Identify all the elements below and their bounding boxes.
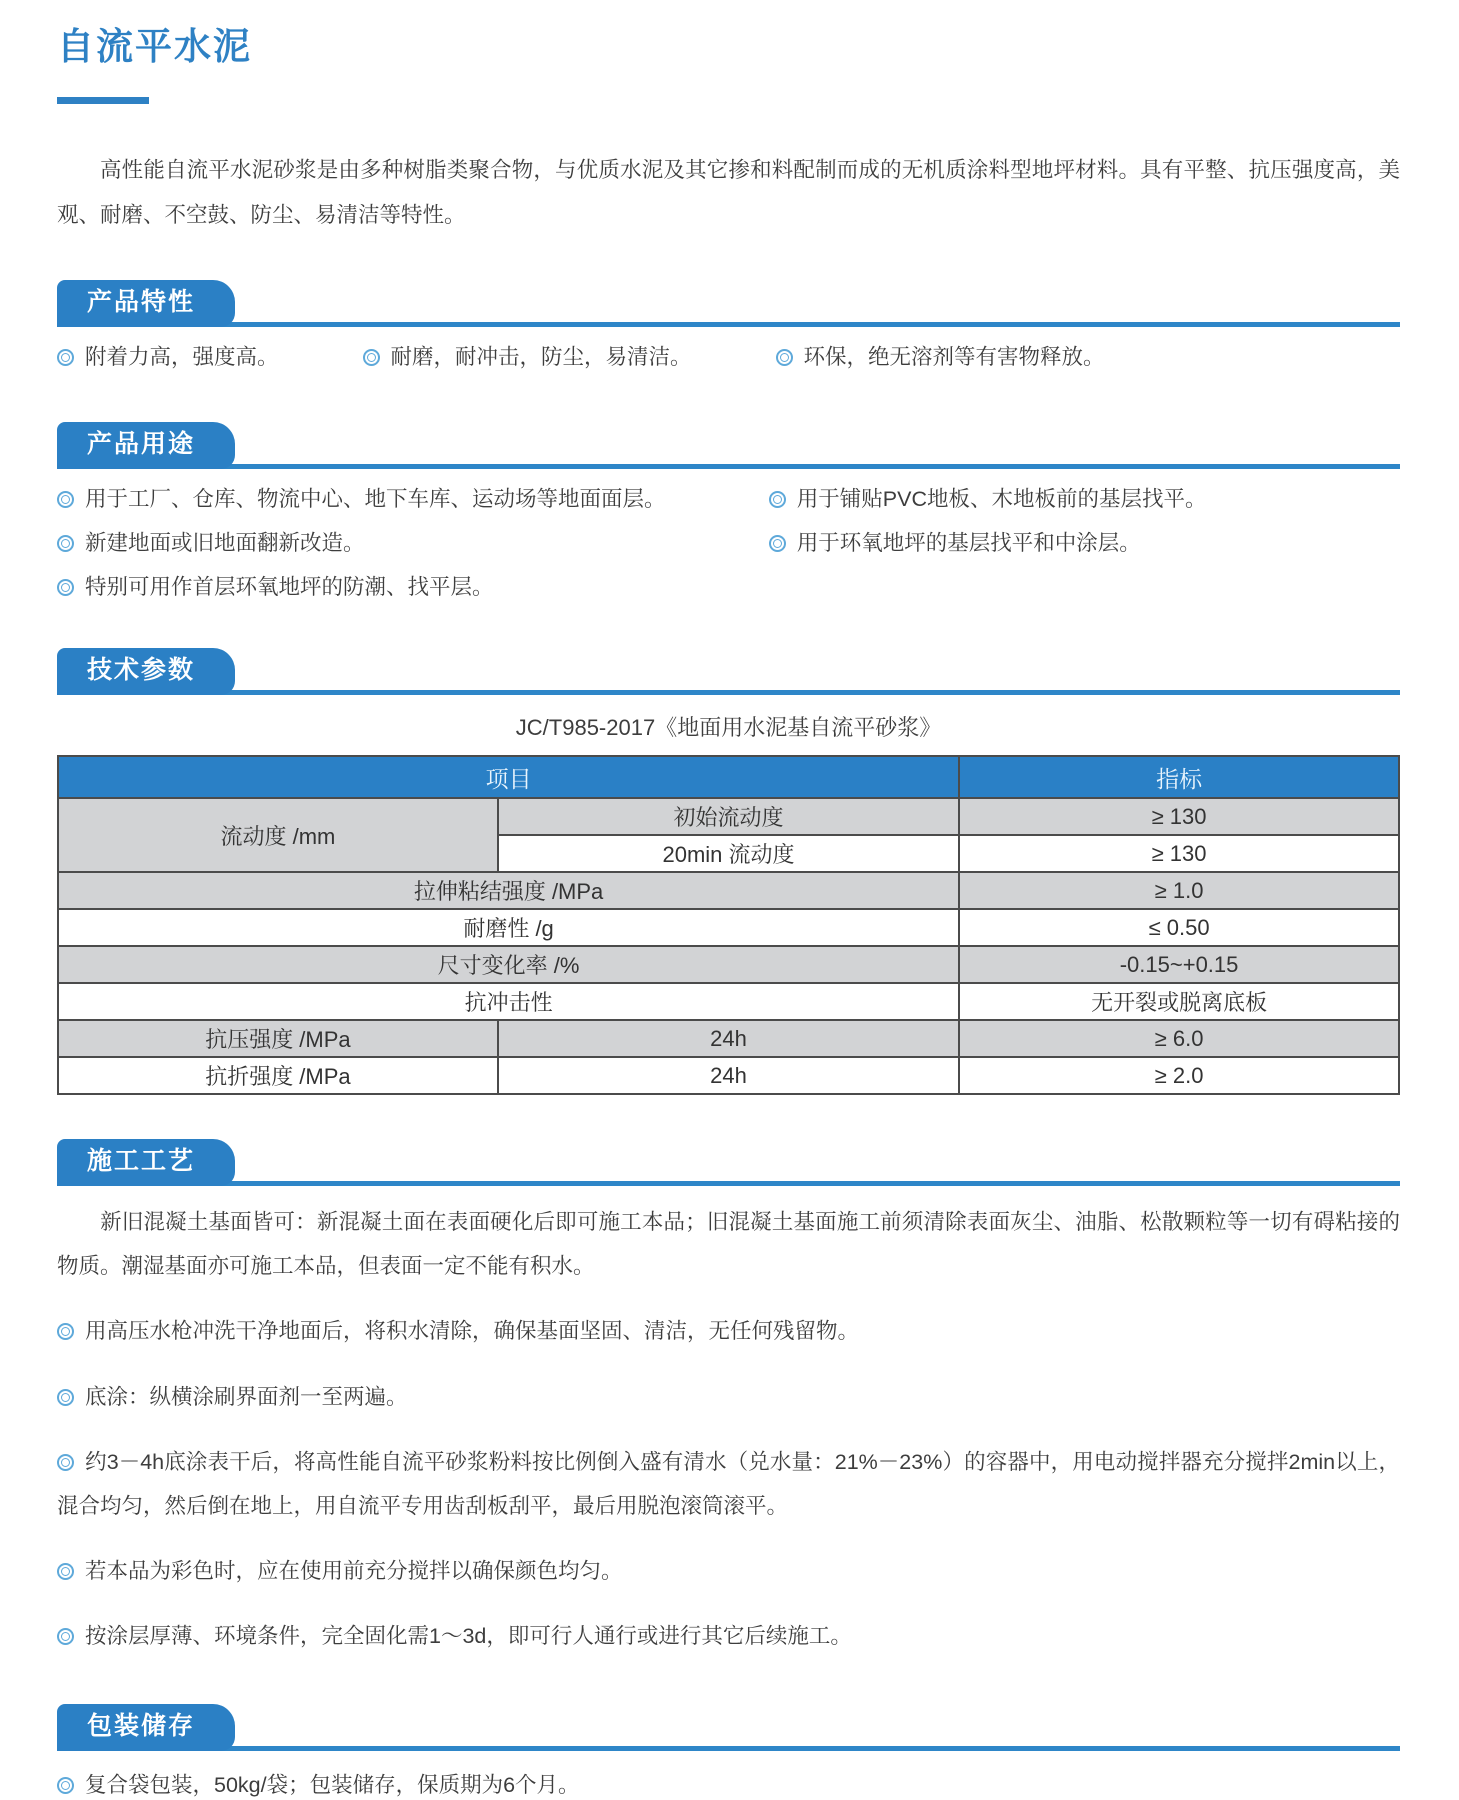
process-paragraph-text: 新旧混凝土基面皆可：新混凝土面在表面硬化后即可施工本品；旧混凝土基面施工前须清除表面灰尘、油脂、松散颗粒等一切有碍粘接的物质。潮湿基面亦可施工本品，但表面一定不能有积水。	[57, 1210, 1400, 1279]
spec-header-item: 项目	[58, 756, 959, 798]
use-item-text: 新建地面或旧地面翻新改造。	[85, 531, 365, 556]
ring-bullet-icon	[57, 1454, 74, 1471]
spec-cell: 24h	[498, 1057, 959, 1094]
table-row	[58, 1020, 1399, 1057]
ring-bullet-icon	[57, 1777, 74, 1794]
ring-bullet-icon	[769, 535, 786, 552]
packaging-item	[57, 1771, 1400, 1800]
section-header-packaging	[57, 1704, 1400, 1751]
use-item-text: 用于环氧地坪的基层找平和中涂层。	[796, 531, 1141, 556]
section-rule	[57, 1746, 1400, 1751]
table-row	[58, 946, 1399, 983]
table-row	[58, 983, 1399, 1020]
spec-cell: 抗冲击性	[58, 983, 959, 1020]
spec-cell: ≥ 6.0	[959, 1020, 1399, 1057]
tech-standard-caption: JC/T985-2017《地面用水泥基自流平砂浆》	[515, 715, 942, 741]
spec-cell: ≥ 1.0	[959, 872, 1399, 909]
process-steps-list	[57, 1309, 1400, 1657]
use-item	[769, 485, 1400, 514]
spec-cell: ≥ 2.0	[959, 1057, 1399, 1094]
table-row	[58, 798, 1399, 835]
spec-cell-flowability: 流动度 /mm	[58, 798, 498, 872]
features-list	[57, 343, 1400, 372]
use-item	[57, 529, 769, 558]
spec-table-header-row	[58, 756, 1399, 798]
use-item	[769, 529, 1400, 558]
feature-item-text: 耐磨，耐冲击，防尘，易清洁。	[390, 345, 692, 370]
ring-bullet-icon	[57, 491, 74, 508]
spec-cell: 无开裂或脱离底板	[959, 983, 1399, 1020]
uses-list	[57, 485, 1400, 602]
ring-bullet-icon	[57, 1323, 74, 1340]
feature-item-text: 环保，绝无溶剂等有害物释放。	[803, 345, 1105, 370]
section-header-features	[57, 280, 1400, 327]
process-step	[57, 1375, 1400, 1419]
section-tab-features: 产品特性	[57, 280, 235, 327]
ring-bullet-icon	[776, 349, 793, 366]
section-rule	[57, 690, 1400, 695]
spec-header-index: 指标	[959, 756, 1399, 798]
spec-cell: 拉伸粘结强度 /MPa	[58, 872, 959, 909]
section-header-process	[57, 1139, 1400, 1186]
ring-bullet-icon	[57, 1628, 74, 1645]
section-tab-tech: 技术参数	[57, 648, 235, 695]
process-step-text: 若本品为彩色时，应在使用前充分搅拌以确保颜色均匀。	[85, 1558, 623, 1583]
process-step-text: 约3－4h底涂表干后，将高性能自流平砂浆粉料按比例倒入盛有清水（兑水量：21%－23%）的容器中，用电动搅拌器充分搅拌2min以上，混合均匀，然后倒在地上，用自流平专用齿刮板刮平，最后用脱泡滚筒滚平。	[57, 1449, 1400, 1518]
feature-item-text: 附着力高，强度高。	[85, 345, 279, 370]
spec-cell: 20min 流动度	[498, 835, 959, 872]
spec-cell: ≥ 130	[959, 835, 1399, 872]
ring-bullet-icon	[57, 1389, 74, 1406]
packaging-list	[57, 1771, 1400, 1800]
section-header-tech	[57, 648, 1400, 695]
use-item-text: 用于铺贴PVC地板、木地板前的基层找平。	[796, 487, 1207, 512]
spec-cell: ≤ 0.50	[959, 909, 1399, 946]
feature-item	[363, 343, 692, 372]
process-step	[57, 1614, 1400, 1658]
uses-left-column	[57, 485, 769, 602]
use-item-text: 用于工厂、仓库、物流中心、地下车库、运动场等地面面层。	[85, 487, 666, 512]
use-item-text: 特别可用作首层环氧地坪的防潮、找平层。	[85, 575, 494, 600]
spec-cell: ≥ 130	[959, 798, 1399, 835]
spec-table	[57, 755, 1400, 1095]
table-row	[58, 1057, 1399, 1094]
spec-cell: 耐磨性 /g	[58, 909, 959, 946]
feature-item	[776, 343, 1105, 372]
spec-cell: 24h	[498, 1020, 959, 1057]
ring-bullet-icon	[57, 1563, 74, 1580]
process-paragraph	[57, 1200, 1400, 1288]
process-step	[57, 1440, 1400, 1528]
ring-bullet-icon	[769, 491, 786, 508]
page-title: 自流平水泥	[57, 26, 252, 67]
spec-cell: 抗压强度 /MPa	[58, 1020, 498, 1057]
use-item	[57, 573, 769, 602]
section-rule	[57, 322, 1400, 327]
spec-cell: 抗折强度 /MPa	[58, 1057, 498, 1094]
table-row	[58, 872, 1399, 909]
uses-right-column	[769, 485, 1400, 602]
table-row	[58, 909, 1399, 946]
ring-bullet-icon	[57, 349, 74, 366]
section-tab-packaging: 包装储存	[57, 1704, 235, 1751]
process-step-text: 用高压水枪冲洗干净地面后，将积水清除，确保基面坚固、清洁，无任何残留物。	[85, 1319, 860, 1344]
section-tab-process: 施工工艺	[57, 1139, 235, 1186]
ring-bullet-icon	[363, 349, 380, 366]
section-tab-uses: 产品用途	[57, 422, 235, 469]
process-step-text: 按涂层厚薄、环境条件，完全固化需1～3d，即可行人通行或进行其它后续施工。	[85, 1623, 852, 1648]
section-rule	[57, 1181, 1400, 1186]
intro-paragraph: 高性能自流平水泥砂浆是由多种树脂类聚合物，与优质水泥及其它掺和料配制而成的无机质涂料型地坪材料。具有平整、抗压强度高，美观、耐磨、不空鼓、防尘、易清洁等特性。	[57, 158, 1400, 228]
feature-item	[57, 343, 279, 372]
packaging-item-text: 复合袋包装，50kg/袋；包装储存，保质期为6个月。	[85, 1772, 580, 1797]
spec-cell: 初始流动度	[498, 798, 959, 835]
ring-bullet-icon	[57, 579, 74, 596]
title-underline-dash	[57, 97, 149, 104]
spec-cell: 尺寸变化率 /%	[58, 946, 959, 983]
process-step	[57, 1309, 1400, 1353]
ring-bullet-icon	[57, 535, 74, 552]
spec-cell: -0.15~+0.15	[959, 946, 1399, 983]
process-step-text: 底涂：纵横涂刷界面剂一至两遍。	[85, 1384, 408, 1409]
use-item	[57, 485, 769, 514]
section-rule	[57, 464, 1400, 469]
section-header-uses	[57, 422, 1400, 469]
process-step	[57, 1549, 1400, 1593]
